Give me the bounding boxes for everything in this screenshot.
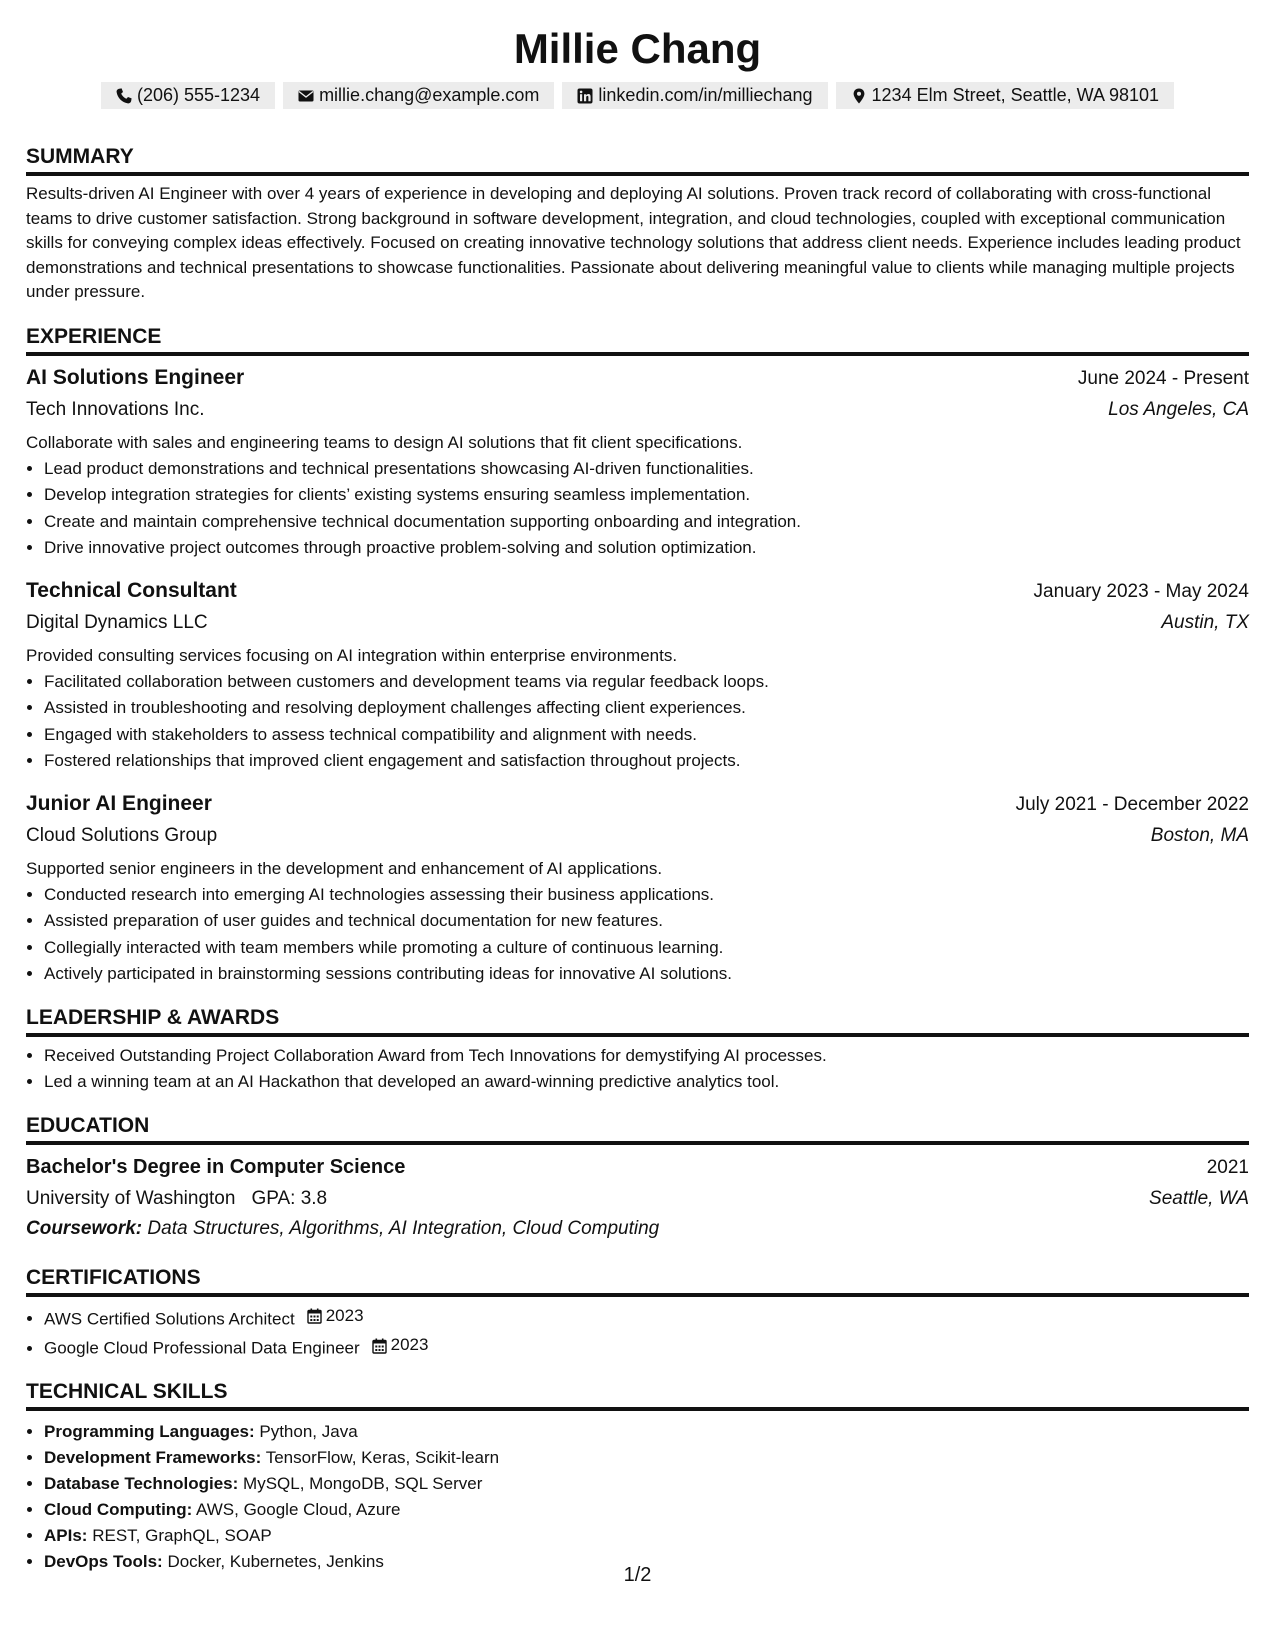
job-title: Technical Consultant [26,578,237,602]
list-item [44,1471,1249,1497]
list-item: • Drive innovative project outcomes through proactive problem-solving and solution optimization. [44,535,1249,562]
cert-date [307,1303,364,1330]
list-item: • Conducted research into emerging AI technologies assessing their business applications. [44,882,1249,909]
list-item: • Actively participated in brainstorming sessions contributing ideas for innovative AI solutions. [44,961,1249,988]
cert-year: 2023 [390,1335,429,1355]
skill-value: REST, GraphQL, SOAP [92,1526,272,1545]
list-item [44,1497,1249,1523]
job-description: Provided consulting services focusing on AI integration within enterprise environments. [26,645,678,665]
list-item [44,1303,1249,1333]
school-location: Seattle, WA [1149,1187,1249,1209]
skill-label: Cloud Computing: [44,1500,193,1519]
list-item: • Facilitated collaboration between customers and development teams via regular feedback loops. [44,669,1249,696]
certifications-heading: CERTIFICATIONS [26,1264,1249,1297]
job-bullets [26,669,1249,775]
graduation-year: 2021 [1206,1156,1249,1178]
phone-icon [116,88,132,104]
education-heading: EDUCATION [26,1112,1249,1145]
list-item: • Collegially interacted with team members while promoting a culture of continuous learning. [44,935,1249,962]
candidate-name: Millie Chang [513,25,762,72]
school-line [26,1183,327,1214]
job-entry [26,576,1249,775]
envelope-icon [298,88,314,104]
job-dates: June 2024 - Present [1077,367,1249,389]
summary-heading: SUMMARY [26,143,1249,176]
calendar-icon [372,1338,387,1354]
awards-list [26,1043,1249,1096]
job-company: Cloud Solutions Group [26,824,218,846]
list-item: • Develop integration strategies for clients’ existing systems ensuring seamless implementation. [44,482,1249,509]
coursework [26,1214,1249,1244]
gpa: GPA: 3.8 [251,1187,328,1209]
job-bullets [26,882,1249,988]
contact-linkedin[interactable] [562,82,827,109]
cert-name: AWS Certified Solutions Architect [44,1308,295,1328]
contact-phone-text: (206) 555-1234 [136,85,261,105]
job-company: Tech Innovations Inc. [26,398,205,420]
list-item: • Engaged with stakeholders to assess technical compatibility and alignment with needs. [44,722,1249,749]
list-item [44,1332,1249,1362]
skill-value: MySQL, MongoDB, SQL Server [243,1474,483,1493]
job-bullets [26,456,1249,562]
job-description: Supported senior engineers in the development and enhancement of AI applications. [26,858,663,878]
skill-value: Python, Java [259,1422,358,1441]
cert-name: Google Cloud Professional Data Engineer [44,1338,360,1358]
job-company: Digital Dynamics LLC [26,611,208,633]
list-item: • Fostered relationships that improved client engagement and satisfaction throughout projects. [44,748,1249,775]
job-title: Junior AI Engineer [26,791,212,815]
skills-heading: TECHNICAL SKILLS [26,1378,1249,1411]
linkedin-icon [577,88,593,104]
job-dates: July 2021 - December 2022 [1015,793,1249,815]
experience-heading: EXPERIENCE [26,323,1249,356]
certifications-section [26,1264,1249,1363]
school-name: University of Washington [26,1187,236,1209]
list-item: • Received Outstanding Project Collaboration Award from Tech Innovations for demystifying AI processes. [44,1043,1249,1070]
coursework-label: Coursework: [26,1217,143,1239]
job-location: Austin, TX [1161,611,1249,633]
skill-value: Docker, Kubernetes, Jenkins [167,1552,384,1571]
contact-linkedin-text: linkedin.com/in/milliechang [598,85,813,105]
list-item [44,1523,1249,1549]
skill-label: Development Frameworks: [44,1448,262,1467]
page-number: 1/2 [623,1564,652,1586]
job-title: AI Solutions Engineer [26,365,245,389]
skills-list [26,1419,1249,1575]
list-item: • Led a winning team at an AI Hackathon that developed an award-winning predictive analytics tool. [44,1069,1249,1096]
skill-value: AWS, Google Cloud, Azure [196,1500,401,1519]
cert-date [372,1332,429,1359]
job-dates: January 2023 - May 2024 [1033,580,1249,602]
summary-text: Results-driven AI Engineer with over 4 years of experience in developing and deploying AI solutions. Proven track record of collaborating with cross-functional teams to drive customer satisfaction. Strong background in software development, integration, and cloud technologies, coupled with exceptional communication skills for conveying complex ideas effectively. Focused on creating innovative technology solutions that address client needs. Experience includes leading product demonstrations and technical presentations to showcase functionalities. Passionate about delivering meaningful value to clients while managing multiple projects under pressure. [26,184,1241,301]
cert-year: 2023 [325,1305,364,1325]
leadership-heading: LEADERSHIP & AWARDS [26,1004,1249,1037]
list-item: • Lead product demonstrations and technical presentations showcasing AI-driven functionalities. [44,456,1249,483]
job-entry [26,363,1249,562]
list-item [44,1419,1249,1445]
certifications-list [26,1303,1249,1363]
skills-section [26,1378,1249,1575]
contact-row [26,82,1249,109]
contact-email-text: millie.chang@example.com [319,85,540,105]
list-item: • Assisted in troubleshooting and resolving deployment challenges affecting client experiences. [44,695,1249,722]
contact-phone [101,82,275,109]
skill-label: APIs: [44,1526,88,1545]
list-item: • Assisted preparation of user guides and technical documentation for new features. [44,908,1249,935]
summary-section [26,143,1249,305]
education-section [26,1112,1249,1244]
contact-address [836,82,1175,109]
map-pin-icon [851,88,867,104]
leadership-section [26,1004,1249,1096]
job-entry [26,789,1249,988]
skill-label: Database Technologies: [44,1474,239,1493]
skill-label: Programming Languages: [44,1422,255,1441]
list-item [44,1445,1249,1471]
coursework-list: Data Structures, Algorithms, AI Integration, Cloud Computing [147,1217,660,1239]
skill-value: TensorFlow, Keras, Scikit-learn [265,1448,500,1467]
list-item: • Create and maintain comprehensive technical documentation supporting onboarding and integration. [44,509,1249,536]
degree: Bachelor's Degree in Computer Science [26,1155,406,1178]
calendar-icon [307,1308,322,1324]
skill-label: DevOps Tools: [44,1552,163,1571]
experience-section [26,323,1249,988]
contact-email[interactable] [283,82,554,109]
job-location: Boston, MA [1150,824,1249,846]
education-entry [26,1152,1249,1244]
contact-address-text: 1234 Elm Street, Seattle, WA 98101 [871,85,1160,105]
job-description: Collaborate with sales and engineering teams to design AI solutions that fit client specifications. [26,432,743,452]
job-location: Los Angeles, CA [1108,398,1249,420]
